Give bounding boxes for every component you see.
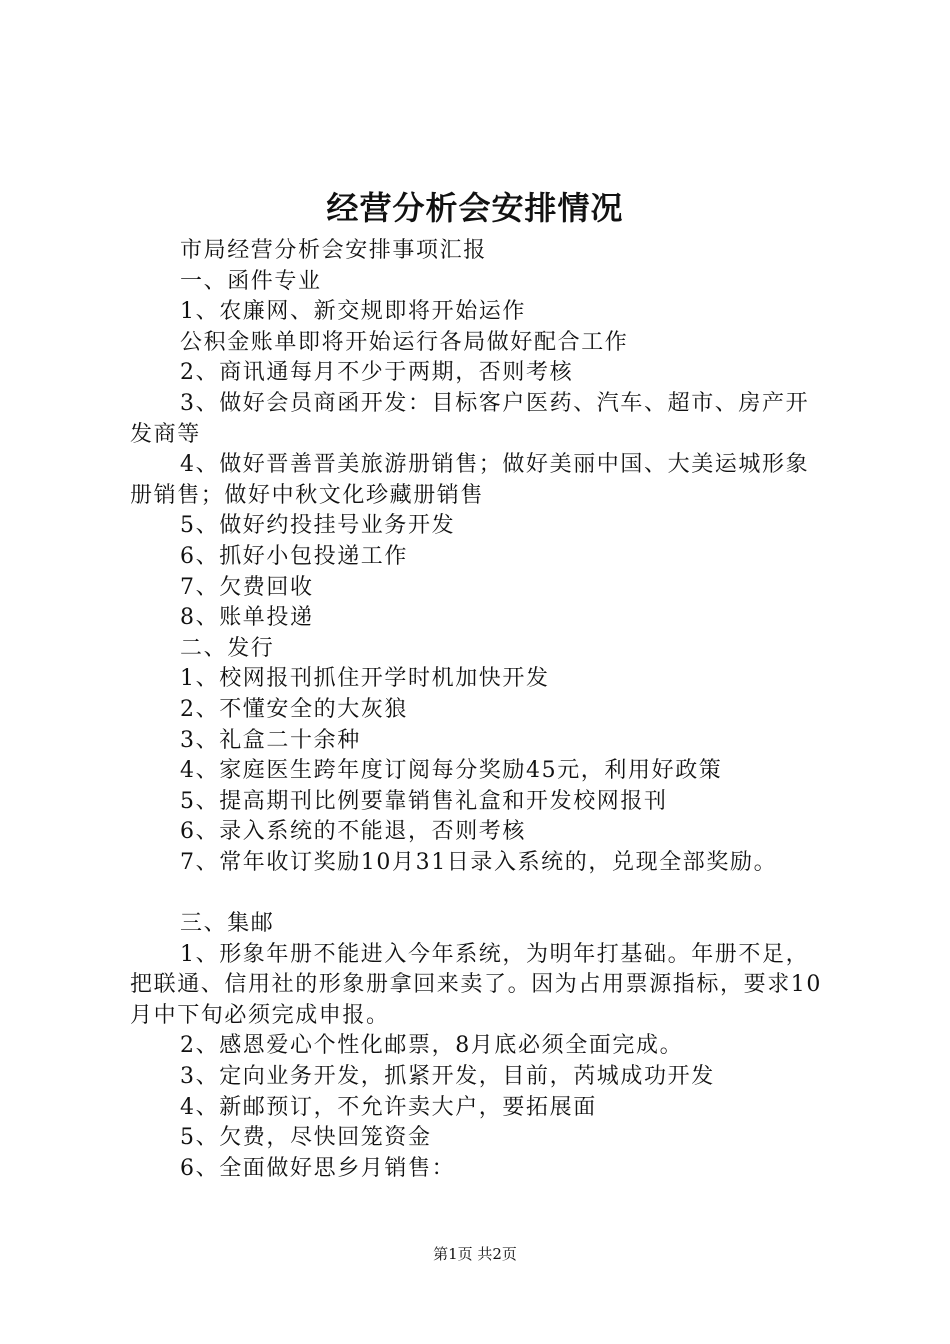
- paragraph: 5、做好约投挂号业务开发: [180, 513, 456, 539]
- paragraph: 4、家庭医生跨年度订阅每分奖励45元，利用好政策: [180, 758, 723, 784]
- paragraph: 6、抓好小包投递工作: [180, 543, 408, 569]
- paragraph: 5、欠费，尽快回笼资金: [180, 1125, 432, 1151]
- paragraph: 1、形象年册不能进入今年系统，为明年打基础。年册不足，把联通、信用社的形象册拿回来卖了。因为占用票源指标，要求10月中下旬必须完成申报。: [130, 941, 822, 1028]
- blank-line: [130, 878, 830, 909]
- paragraph: 4、做好晋善晋美旅游册销售；做好美丽中国、大美运城形象册销售；做好中秋文化珍藏册销售: [130, 452, 810, 508]
- paragraph: 3、定向业务开发，抓紧开发，目前，芮城成功开发: [180, 1064, 715, 1090]
- paragraph: 1、校网报刊抓住开学时机加快开发: [180, 666, 550, 692]
- paragraph: 6、录入系统的不能退，否则考核: [180, 819, 526, 845]
- paragraph: 6、全面做好思乡月销售：: [180, 1155, 456, 1181]
- paragraph: 3、礼盒二十余种: [180, 727, 361, 753]
- page-footer: 第1页 共2页: [433, 1245, 517, 1263]
- document-body: [130, 236, 830, 1184]
- paragraph: 市局经营分析会安排事项汇报: [180, 238, 487, 263]
- paragraph: 2、感恩爱心个性化邮票，8月底必须全面完成。: [180, 1033, 684, 1059]
- paragraph: 7、常年收订奖励10月31日录入系统的，兑现全部奖励。: [180, 849, 778, 875]
- section-heading: 三、集邮: [180, 911, 275, 937]
- document-title: 经营分析会安排情况: [326, 189, 624, 227]
- section-heading: 二、发行: [180, 635, 275, 661]
- paragraph: 3、做好会员商函开发：目标客户医药、汽车、超市、房产开发商等: [130, 390, 810, 447]
- paragraph: 4、新邮预订，不允许卖大户，要拓展面: [180, 1094, 597, 1120]
- paragraph: 8、账单投递: [180, 605, 314, 631]
- section-heading: 一、函件专业: [180, 268, 322, 294]
- paragraph: 2、商讯通每月不少于两期，否则考核: [180, 360, 574, 386]
- paragraph: 公积金账单即将开始运行各局做好配合工作: [180, 329, 629, 355]
- paragraph: 5、提高期刊比例要靠销售礼盒和开发校网报刊: [180, 788, 668, 814]
- paragraph: 2、不懂安全的大灰狼: [180, 696, 408, 722]
- paragraph: 1、农廉网、新交规即将开始运作: [180, 299, 526, 325]
- paragraph: 7、欠费回收: [180, 574, 314, 600]
